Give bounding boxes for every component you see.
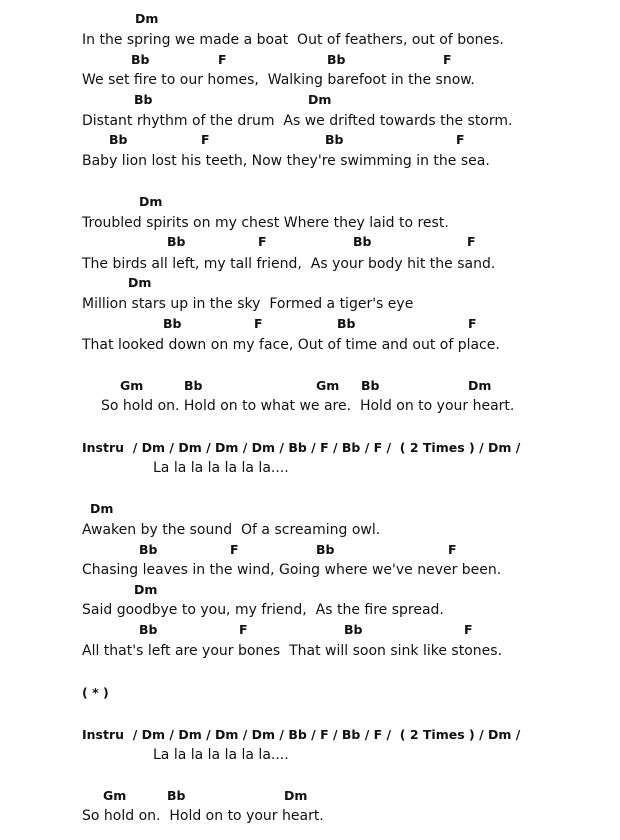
chord: Dm: [128, 275, 152, 290]
la-line: La la la la la la la....: [153, 460, 289, 476]
chorus-marker: ( * ): [82, 685, 109, 700]
lyric-line: In the spring we made a boat Out of feathers, out of bones.: [82, 32, 504, 48]
chord: Bb: [167, 788, 186, 803]
chord: Bb: [353, 234, 372, 249]
lyric-line: Baby lion lost his teeth, Now they're swimming in the sea.: [82, 153, 490, 169]
chord: Bb: [139, 622, 158, 637]
chorus-line: So hold on. Hold on to what we are. Hold on to your heart.: [101, 398, 515, 414]
lyric-line: Distant rhythm of the drum As we drifted towards the storm.: [82, 113, 513, 129]
chord: Bb: [361, 378, 380, 393]
chord: Bb: [167, 234, 186, 249]
chord: Bb: [131, 52, 150, 67]
lyric-line: Awaken by the sound Of a screaming owl.: [82, 522, 381, 538]
chord: Gm: [120, 378, 144, 393]
chord: F: [201, 132, 210, 147]
chord: Bb: [134, 92, 153, 107]
chord: Gm: [316, 378, 340, 393]
chord: Bb: [184, 378, 203, 393]
chord: Gm: [103, 788, 127, 803]
chord: F: [464, 622, 473, 637]
chord: Bb: [316, 542, 335, 557]
chord: Bb: [163, 316, 182, 331]
chord: F: [258, 234, 267, 249]
chord: F: [239, 622, 248, 637]
chord: Dm: [135, 11, 159, 26]
lyric-line: Chasing leaves in the wind, Going where we've never been.: [82, 562, 502, 578]
lyric-line: That looked down on my face, Out of time and out of place.: [82, 337, 500, 353]
lyric-line: The birds all left, my tall friend, As your body hit the sand.: [82, 256, 496, 272]
chord: Bb: [139, 542, 158, 557]
outro-line: So hold on. Hold on to your heart.: [82, 808, 324, 824]
chord: F: [456, 132, 465, 147]
chord: F: [230, 542, 239, 557]
chord: Bb: [325, 132, 344, 147]
chord: Dm: [134, 582, 158, 597]
chord: Dm: [139, 194, 163, 209]
chord: F: [443, 52, 452, 67]
instrumental-line: Instru / Dm / Dm / Dm / Dm / Bb / F / Bb / F / ( 2 Times ) / Dm /: [82, 440, 521, 455]
lyric-line: We set fire to our homes, Walking barefoot in the snow.: [82, 72, 475, 88]
chord: Dm: [468, 378, 492, 393]
chord: Bb: [327, 52, 346, 67]
lyric-line: All that's left are your bones That will soon sink like stones.: [82, 643, 503, 659]
lyric-line: Troubled spirits on my chest Where they laid to rest.: [82, 215, 449, 231]
chord: Bb: [109, 132, 128, 147]
chord: Dm: [308, 92, 332, 107]
instrumental-line: Instru / Dm / Dm / Dm / Dm / Bb / F / Bb / F / ( 2 Times ) / Dm /: [82, 727, 521, 742]
chord: F: [254, 316, 263, 331]
chord: F: [218, 52, 227, 67]
chord: F: [468, 316, 477, 331]
chord: F: [448, 542, 457, 557]
la-line: La la la la la la la....: [153, 747, 289, 763]
lyric-line: Million stars up in the sky Formed a tiger's eye: [82, 296, 414, 312]
chord: Dm: [284, 788, 308, 803]
chord: Dm: [90, 501, 114, 516]
chord: Bb: [344, 622, 363, 637]
chord: Bb: [337, 316, 356, 331]
lyric-line: Said goodbye to you, my friend, As the fire spread.: [82, 602, 444, 618]
chord: F: [467, 234, 476, 249]
